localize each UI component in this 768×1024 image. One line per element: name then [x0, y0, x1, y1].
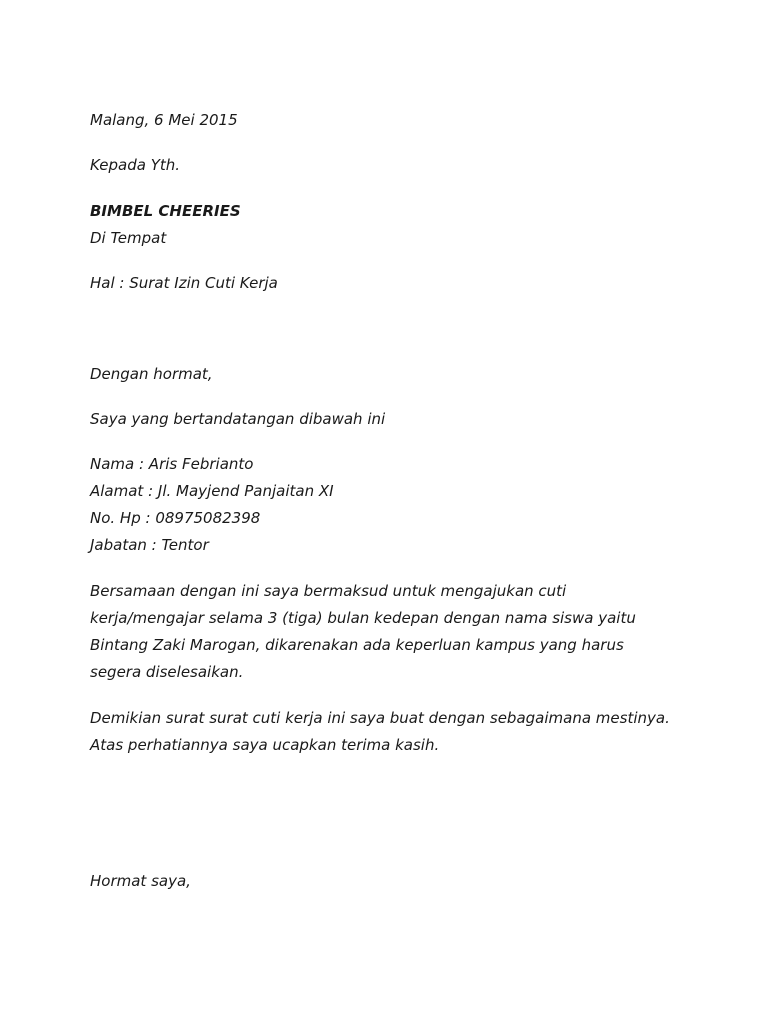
body-line: Bersamaan dengan ini saya bermaksud untuk mengajukan cuti	[90, 582, 567, 600]
letter-subject: Hal : Surat Izin Cuti Kerja	[90, 274, 278, 292]
intro-text: Saya yang bertandatangan dibawah ini	[90, 410, 386, 428]
salutation: Dengan hormat,	[90, 365, 213, 383]
identity-hp: No. Hp : 08975082398	[90, 509, 261, 527]
identity-alamat: Alamat : Jl. Mayjend Panjaitan XI	[90, 482, 334, 500]
closing-line: Atas perhatiannya saya ucapkan terima kasih.	[90, 736, 440, 754]
identity-jabatan: Jabatan : Tentor	[90, 536, 209, 554]
recipient-place: Di Tempat	[90, 229, 167, 247]
body-line: kerja/mengajar selama 3 (tiga) bulan kedepan dengan nama siswa yaitu	[90, 609, 636, 627]
sign-off: Hormat saya,	[90, 872, 191, 890]
recipient-greeting: Kepada Yth.	[90, 156, 181, 174]
body-line: Bintang Zaki Marogan, dikarenakan ada keperluan kampus yang harus	[90, 636, 624, 654]
closing-line: Demikian surat surat cuti kerja ini saya buat dengan sebagaimana mestinya.	[90, 709, 670, 727]
recipient-name: BIMBEL CHEERIES	[90, 202, 241, 220]
body-line: segera diselesaikan.	[90, 663, 244, 681]
identity-nama: Nama : Aris Febrianto	[90, 455, 254, 473]
place-date: Malang, 6 Mei 2015	[90, 111, 238, 129]
